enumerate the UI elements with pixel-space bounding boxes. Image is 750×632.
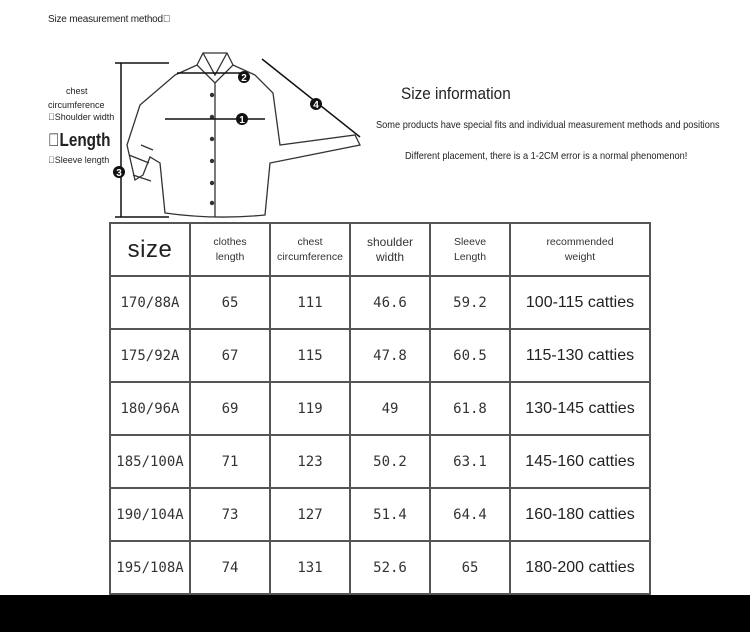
cell-weight: 115-130 catties bbox=[510, 329, 650, 382]
cell-size: 195/108A bbox=[110, 541, 190, 594]
cell-chest: 119 bbox=[270, 382, 350, 435]
legend-length-label:  Length bbox=[48, 130, 111, 150]
cell-size: 170/88A bbox=[110, 276, 190, 329]
cell-shoulder: 50.2 bbox=[350, 435, 430, 488]
cell-sleeve: 61.8 bbox=[430, 382, 510, 435]
table-row bbox=[110, 541, 650, 594]
legend-chest-label: chest bbox=[66, 86, 88, 96]
cell-weight: 160-180 catties bbox=[510, 488, 650, 541]
cell-weight: 180-200 catties bbox=[510, 541, 650, 594]
cell-sleeve: 59.2 bbox=[430, 276, 510, 329]
cell-clothes-length: 65 bbox=[190, 276, 270, 329]
cell-chest: 111 bbox=[270, 276, 350, 329]
bottom-bar bbox=[0, 595, 750, 632]
table-header-row bbox=[110, 223, 650, 276]
marker-2: 2 bbox=[241, 73, 247, 84]
marker-3: 3 bbox=[116, 168, 122, 179]
table-row bbox=[110, 488, 650, 541]
legend-chest-label-2: circumference bbox=[48, 100, 105, 110]
table-row bbox=[110, 276, 650, 329]
size-info-note-1: Some products have special fits and individual measurement methods and positions bbox=[376, 119, 720, 131]
cell-weight: 100-115 catties bbox=[510, 276, 650, 329]
cell-chest: 127 bbox=[270, 488, 350, 541]
cell-clothes-length: 71 bbox=[190, 435, 270, 488]
cell-clothes-length: 67 bbox=[190, 329, 270, 382]
cell-shoulder: 49 bbox=[350, 382, 430, 435]
marker-1: 1 bbox=[239, 115, 245, 126]
cell-shoulder: 47.8 bbox=[350, 329, 430, 382]
table-row bbox=[110, 435, 650, 488]
cell-clothes-length: 73 bbox=[190, 488, 270, 541]
cell-chest: 115 bbox=[270, 329, 350, 382]
cell-size: 175/92A bbox=[110, 329, 190, 382]
cell-weight: 145-160 catties bbox=[510, 435, 650, 488]
size-info-note-2: Different placement, there is a 1-2CM error is a normal phenomenon! bbox=[405, 150, 688, 162]
shirt-diagram bbox=[105, 45, 365, 225]
legend-shoulder-label:  Shoulder width bbox=[48, 112, 115, 122]
cell-shoulder: 46.6 bbox=[350, 276, 430, 329]
cell-size: 180/96A bbox=[110, 382, 190, 435]
cell-clothes-length: 69 bbox=[190, 382, 270, 435]
cell-weight: 130-145 catties bbox=[510, 382, 650, 435]
cell-shoulder: 51.4 bbox=[350, 488, 430, 541]
cell-sleeve: 63.1 bbox=[430, 435, 510, 488]
header-sleeve-length: Sleeve Length bbox=[430, 223, 510, 276]
header-size: size bbox=[110, 223, 190, 276]
header-clothes-length: clothes length bbox=[190, 223, 270, 276]
legend-sleeve-label:  Sleeve length bbox=[48, 155, 110, 165]
table-row bbox=[110, 382, 650, 435]
marker-4: 4 bbox=[313, 100, 319, 111]
cell-sleeve: 65 bbox=[430, 541, 510, 594]
header-shoulder-width: shoulder width bbox=[350, 223, 430, 276]
cell-chest: 131 bbox=[270, 541, 350, 594]
cell-size: 185/100A bbox=[110, 435, 190, 488]
cell-sleeve: 60.5 bbox=[430, 329, 510, 382]
header-chest-circumference: chest circumference bbox=[270, 223, 350, 276]
page-title: Size measurement method  bbox=[48, 14, 171, 25]
header-recommended-weight: recommended weight bbox=[510, 223, 650, 276]
cell-chest: 123 bbox=[270, 435, 350, 488]
size-info-title: Size information bbox=[401, 84, 511, 103]
cell-sleeve: 64.4 bbox=[430, 488, 510, 541]
size-table bbox=[109, 222, 651, 595]
cell-size: 190/104A bbox=[110, 488, 190, 541]
cell-shoulder: 52.6 bbox=[350, 541, 430, 594]
cell-clothes-length: 74 bbox=[190, 541, 270, 594]
table-row bbox=[110, 329, 650, 382]
